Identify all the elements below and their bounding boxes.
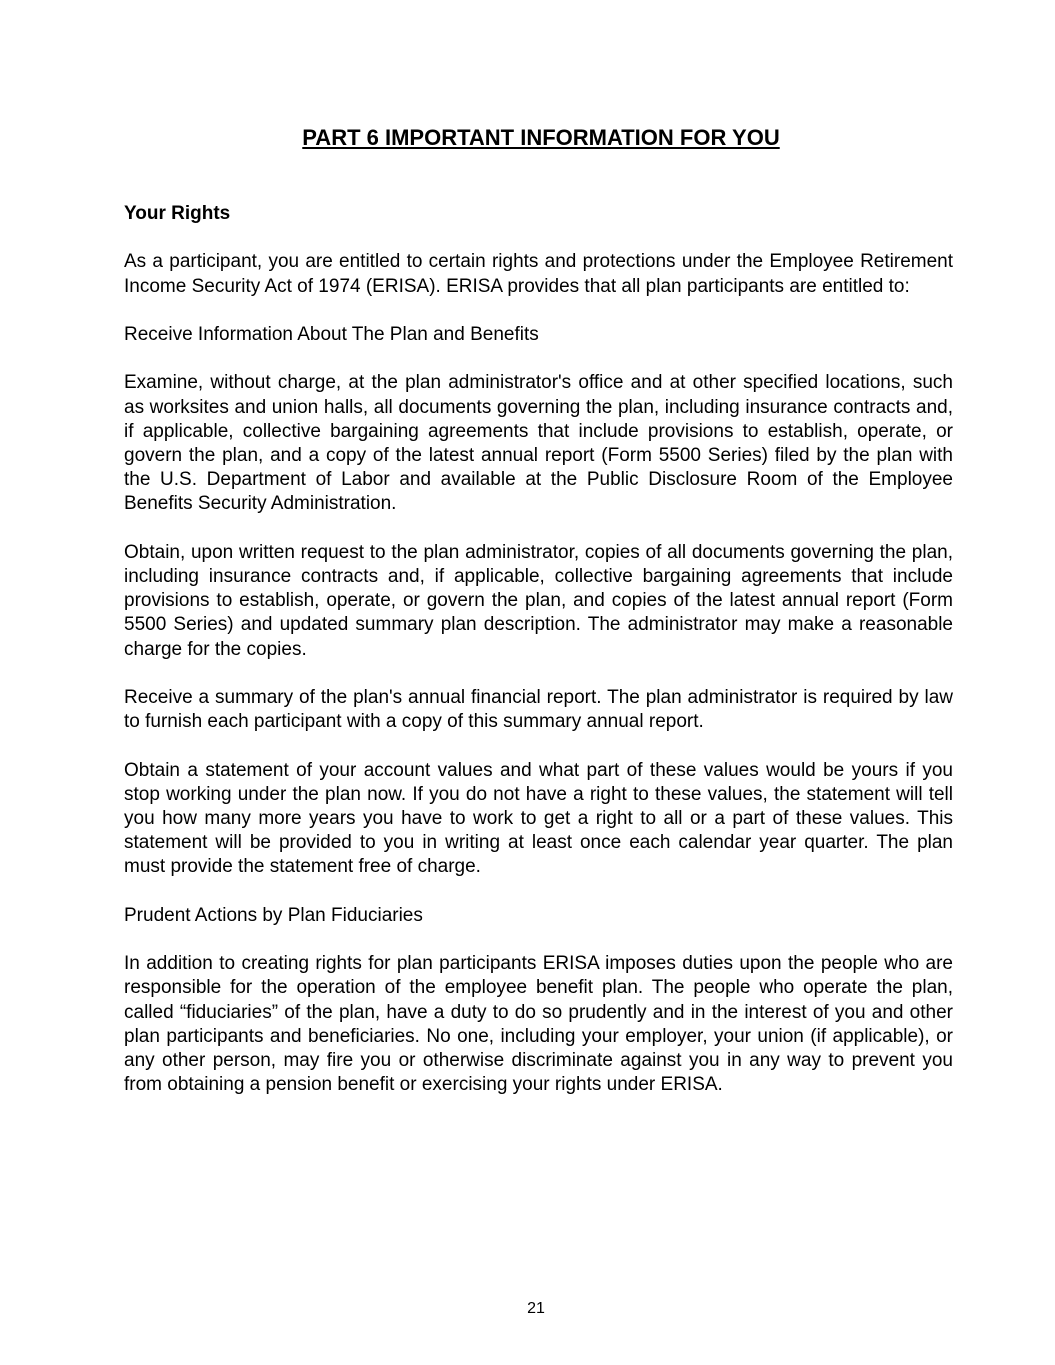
page-title: PART 6 IMPORTANT INFORMATION FOR YOU [302,125,780,150]
paragraph-intro: As a participant, you are entitled to certain rights and protections under the Employee Retirement Income Security Act of 1974 (ERISA). ERISA provides that all plan participants are entitled to: [124,251,953,297]
paragraph-examine: Examine, without charge, at the plan administrator's office and at other specified locations, such as worksites and union halls, all documents governing the plan, including insurance contracts and, if applicable, collective bargaining agreements that include provisions to establish, operate, or govern the plan, and a copy of the latest annual report (Form 5500 Series) filed by the plan with the U.S. Department of Labor and available at the Public Disclosure Room of the Employee Benefits Security Administration. [124,372,953,515]
page-number: 21 [527,1300,545,1317]
document-body [124,202,953,1122]
subheading-prudent-actions: Prudent Actions by Plan Fiduciaries [124,904,423,926]
paragraph-account-statement: Obtain a statement of your account values and what part of these values would be yours if you stop working under the plan now. If you do not have a right to these values, the statement will tell you how many more years you have to work to get a right to all or a part of these values. This statement will be provided to you in writing at least once each calendar year quarter. The plan must provide the statement free of charge. [124,759,953,878]
paragraph-summary-report: Receive a summary of the plan's annual financial report. The plan administrator is required by law to furnish each participant with a copy of this summary annual report. [124,686,953,733]
paragraph-obtain-copies: Obtain, upon written request to the plan administrator, copies of all documents governing the plan, including insurance contracts and, if applicable, collective bargaining agreements that include provisions to establish, operate, or govern the plan, and copies of the latest annual report (Form 5500 Series) and updated summary plan description. The administrator may make a reasonable charge for the copies. [124,541,953,660]
subheading-receive-information: Receive Information About The Plan and Benefits [124,323,539,345]
section-heading-your-rights: Your Rights [124,203,231,224]
paragraph-fiduciaries: In addition to creating rights for plan participants ERISA imposes duties upon the people who are responsible for the operation of the employee benefit plan. The people who operate the plan, called “fiduciaries” of the plan, have a duty to do so prudently and in the interest of you and other plan participants and beneficiaries. No one, including your employer, your union (if applicable), or any other person, may fire you or otherwise discriminate against you in any way to prevent you from obtaining a pension benefit or exercising your rights under ERISA. [124,953,953,1096]
